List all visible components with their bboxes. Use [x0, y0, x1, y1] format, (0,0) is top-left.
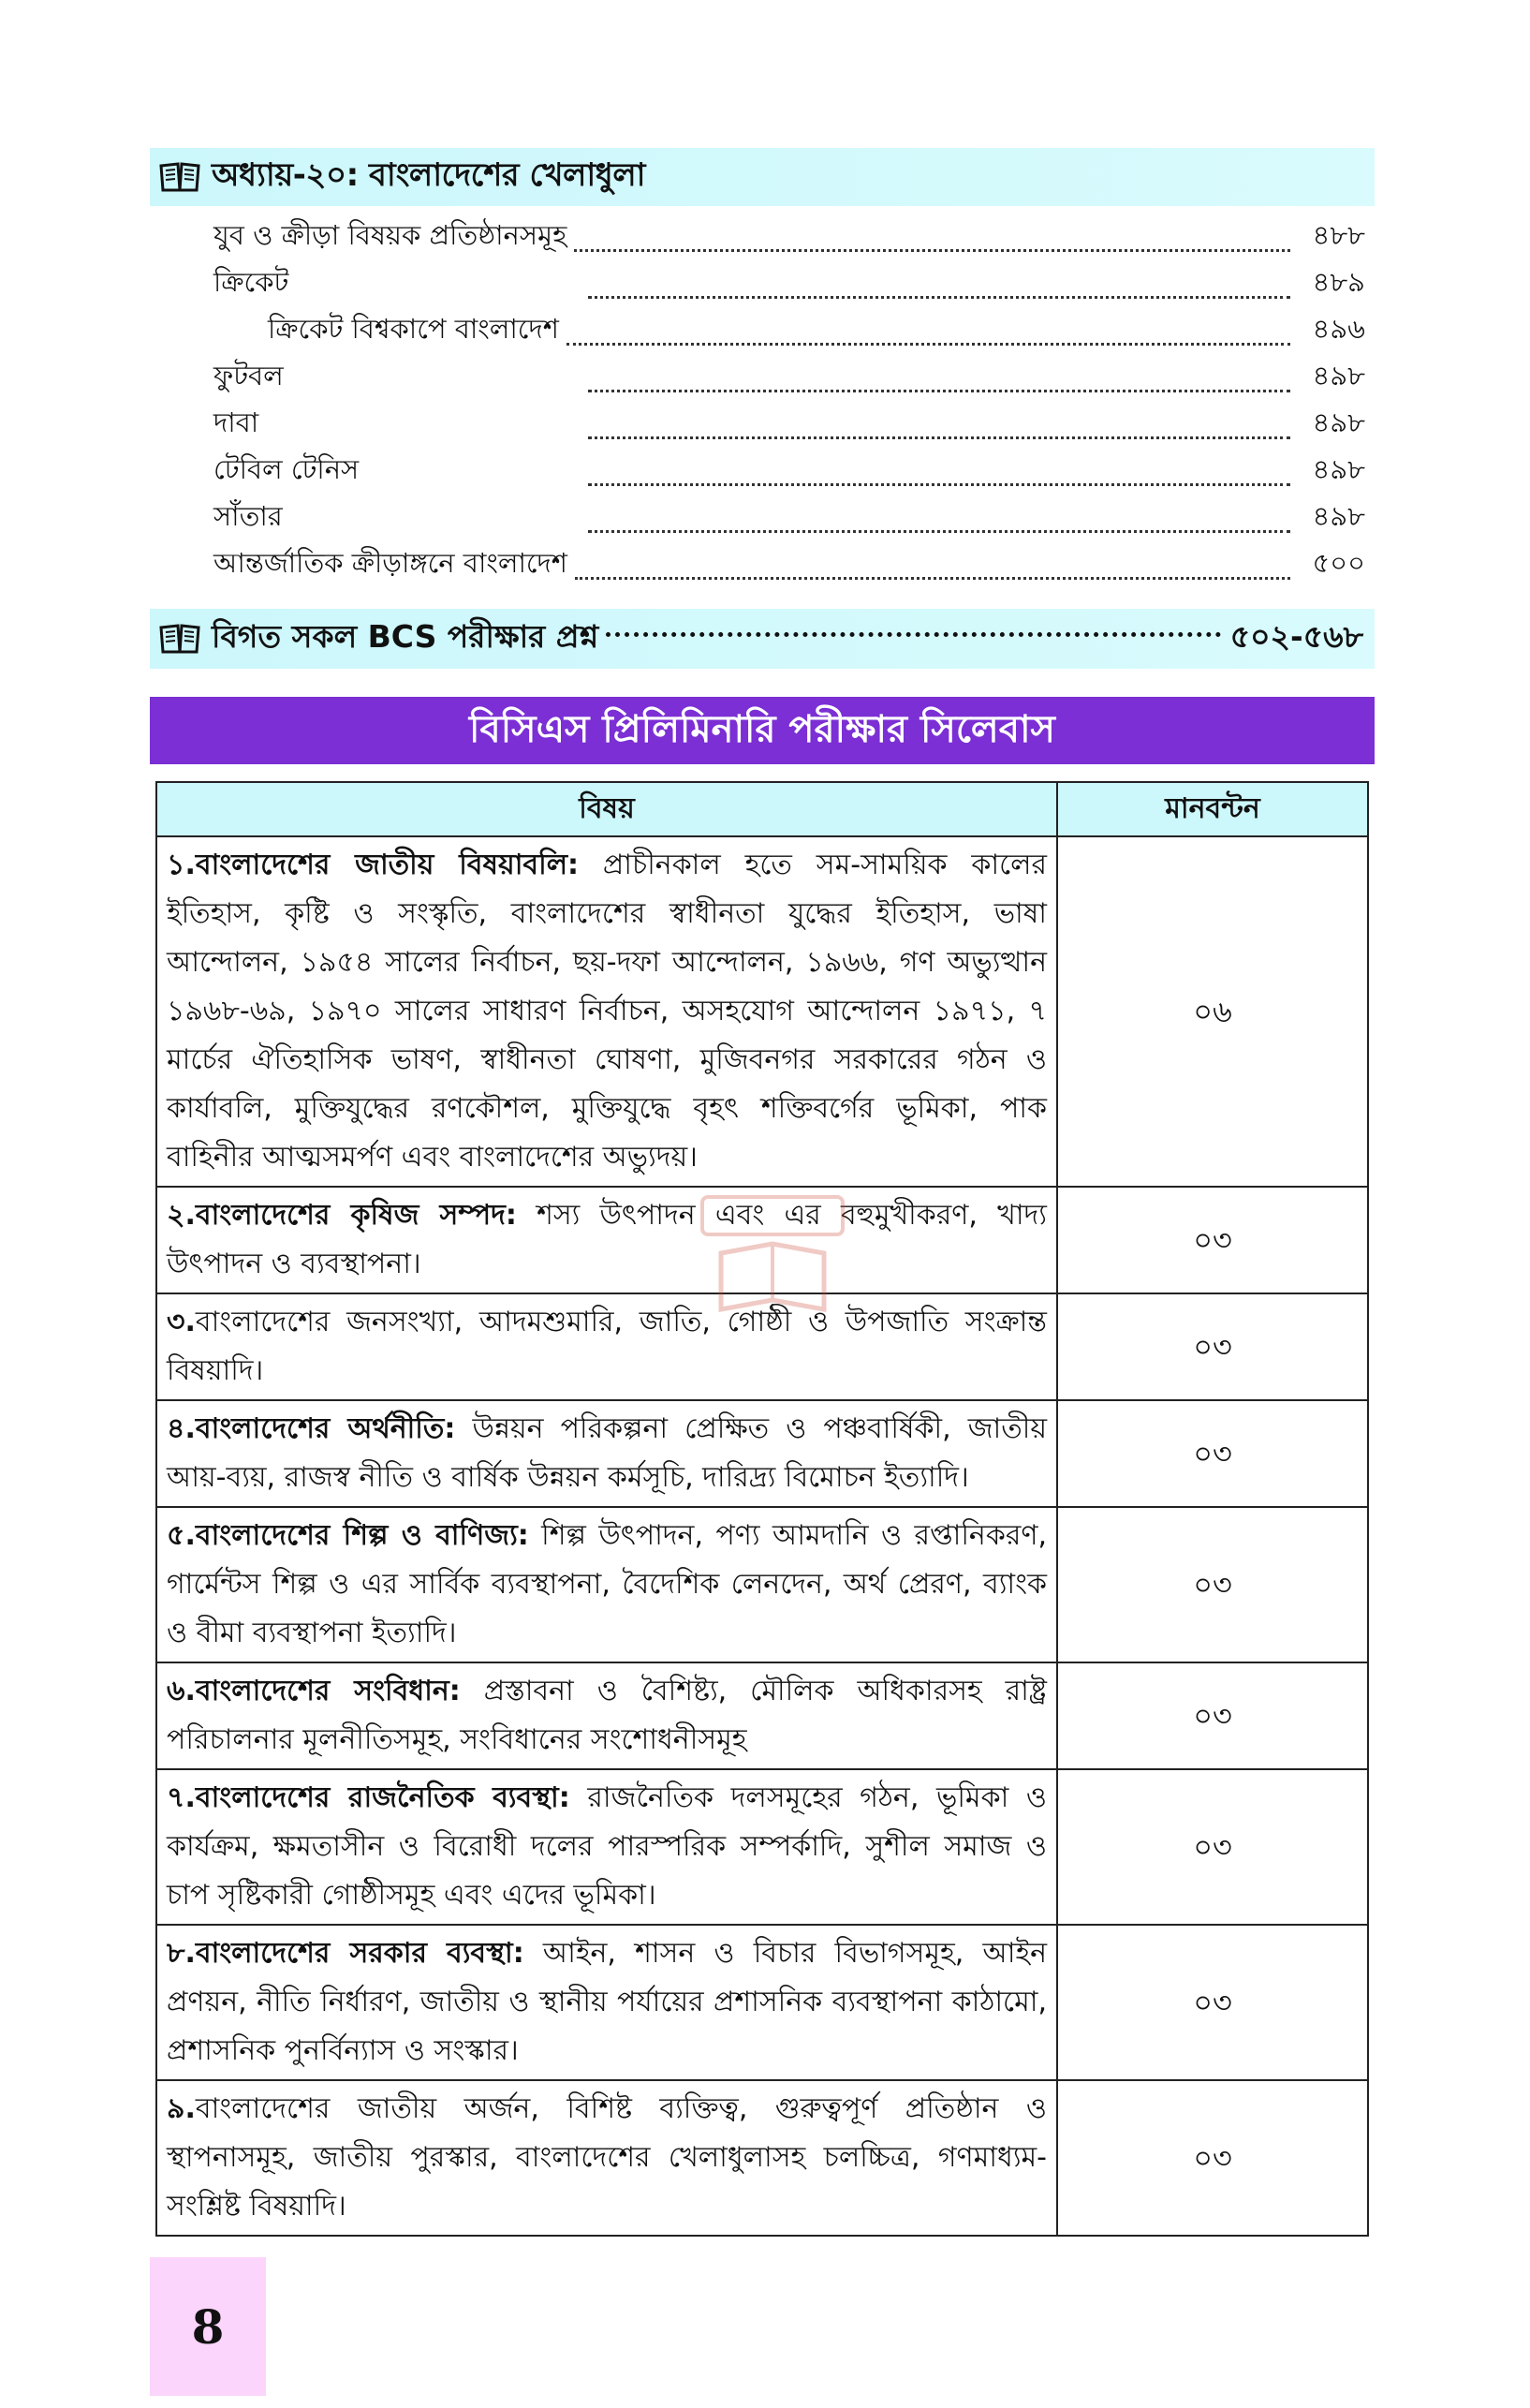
subject-cell — [156, 1400, 1057, 1507]
marks-cell: ০৬ — [1057, 836, 1368, 1187]
toc-entry[interactable] — [268, 307, 1365, 354]
toc-page: ৫০০ — [1312, 547, 1365, 579]
row-heading: বাংলাদেশের সরকার ব্যবস্থা: — [195, 1937, 524, 1970]
table-row — [156, 1293, 1368, 1400]
toc-entry[interactable] — [213, 541, 1365, 588]
marks-cell: ০৩ — [1057, 1507, 1368, 1662]
dot-leader — [574, 248, 1290, 252]
subject-cell — [156, 1293, 1057, 1400]
row-number: ২. — [167, 1199, 196, 1232]
toc-page: ৪৮৮ — [1312, 219, 1365, 251]
toc-entry[interactable] — [213, 354, 1365, 401]
dot-leader — [588, 295, 1290, 299]
dot-leader — [566, 342, 1290, 346]
syllabus-table — [155, 781, 1369, 2237]
syllabus-title: বিসিএস প্রিলিমিনারি পরীক্ষার সিলেবাস — [150, 697, 1375, 764]
row-heading: বাংলাদেশের সংবিধান: — [195, 1675, 461, 1707]
toc-page: ৪৯৮ — [1312, 453, 1365, 485]
dot-leader — [575, 576, 1290, 580]
page-number: 8 — [150, 2257, 266, 2396]
toc-label: দাবা — [213, 406, 259, 438]
chapter-header — [150, 148, 1375, 206]
row-number: ৪. — [167, 1412, 196, 1445]
toc-label: টেবিল টেনিস — [213, 453, 360, 485]
row-text: উন্নয়ন পরিকল্পনা প্রেক্ষিত ও পঞ্চবার্ষিকী, জাতীয় আয়-ব্যয়, রাজস্ব নীতি ও বার্ষিক উন্নয়ন কর্মসূচি, দারিদ্র্য বিমোচন ইত্যাদি। — [167, 1412, 1047, 1494]
toc-entry[interactable] — [213, 260, 1365, 307]
row-text: শিল্প উৎপাদন, পণ্য আমদানি ও রপ্তানিকরণ, গার্মেন্টস শিল্প ও এর সার্বিক ব্যবস্থাপনা, বৈদেশিক লেনদেন, অর্থ প্রেরণ, ব্যাংক ও বীমা ব্যবস্থাপনা ইত্যাদি। — [167, 1519, 1047, 1649]
subject-cell — [156, 1769, 1057, 1925]
marks-cell: ০৩ — [1057, 1662, 1368, 1769]
row-text: শস্য উৎপাদন এবং এর বহুমুখীকরণ, খাদ্য উৎপাদন ও ব্যবস্থাপনা। — [167, 1199, 1047, 1280]
marks-cell: ০৩ — [1057, 1187, 1368, 1293]
marks-column-header: মানবন্টন — [1057, 782, 1368, 836]
toc-entry[interactable] — [213, 214, 1365, 260]
marks-cell: ০৩ — [1057, 1769, 1368, 1925]
toc-label: যুব ও ক্রীড়া বিষয়ক প্রতিষ্ঠানসমূহ — [213, 219, 567, 251]
chapter-title: অধ্যায়-২০: বাংলাদেশের খেলাধুলা — [212, 155, 646, 194]
marks-cell: ০৩ — [1057, 1400, 1368, 1507]
toc-label: আন্তর্জাতিক ক্রীড়াঙ্গনে বাংলাদেশ — [213, 547, 567, 579]
toc-label: ক্রিকেট — [213, 266, 289, 298]
table-row — [156, 1400, 1368, 1507]
row-number: ৩. — [167, 1306, 196, 1338]
marks-cell: ০৩ — [1057, 1293, 1368, 1400]
row-number: ৬. — [167, 1675, 196, 1707]
toc-page: ৪৯৮ — [1312, 360, 1365, 391]
table-row — [156, 1769, 1368, 1925]
row-heading: বাংলাদেশের শিল্প ও বাণিজ্য: — [195, 1519, 529, 1552]
row-text: প্রস্তাবনা ও বৈশিষ্ট্য, মৌলিক অধিকারসহ রাষ্ট্র পরিচালনার মূলনীতিসমূহ, সংবিধানের সংশোধনীসমূহ — [167, 1675, 1047, 1756]
row-text: রাজনৈতিক দলসমূহের গঠন, ভূমিকা ও কার্যক্রম, ক্ষমতাসীন ও বিরোধী দলের পারস্পরিক সম্পর্কাদি, সুশীল সমাজ ও চাপ সৃষ্টিকারী গোষ্ঠীসমূহ এবং এদের ভূমিকা। — [167, 1781, 1047, 1912]
toc-label: সাঁতার — [213, 500, 283, 532]
toc-label: ক্রিকেট বিশ্বকাপে বাংলাদেশ — [268, 313, 559, 345]
row-text: বাংলাদেশের জাতীয় অর্জন, বিশিষ্ট ব্যক্তিত্ব, গুরুত্বপূর্ণ প্রতিষ্ঠান ও স্থাপনাসমূহ, জাতীয় পুরস্কার, বাংলাদেশের খেলাধুলাসহ চলচ্চিত্র, গণমাধ্যম-সংশ্লিষ্ট বিষয়াদি। — [167, 2092, 1047, 2223]
row-number: ৫. — [167, 1519, 196, 1552]
toc-page: ৪৯৮ — [1312, 406, 1365, 438]
subject-column-header: বিষয় — [156, 782, 1057, 836]
table-row — [156, 1925, 1368, 2080]
table-row — [156, 1662, 1368, 1769]
dot-leader — [606, 631, 1220, 637]
row-text: বাংলাদেশের জনসংখ্যা, আদমশুমারি, জাতি, গোষ্ঠী ও উপজাতি সংক্রান্ত বিষয়াদি। — [167, 1306, 1047, 1387]
dot-leader — [588, 436, 1290, 439]
row-number: ৮. — [167, 1937, 196, 1970]
open-book-icon — [159, 622, 200, 656]
toc-page: ৪৯৬ — [1312, 313, 1365, 345]
row-heading: বাংলাদেশের জাতীয় বিষয়াবলি: — [195, 849, 580, 881]
table-row — [156, 836, 1368, 1187]
bcs-questions-entry[interactable] — [150, 609, 1375, 669]
row-heading: বাংলাদেশের অর্থনীতি: — [195, 1412, 456, 1445]
subject-cell — [156, 1662, 1057, 1769]
dot-leader — [588, 389, 1290, 392]
toc-page: ৪৮৯ — [1312, 266, 1365, 298]
toc-entry[interactable] — [213, 401, 1365, 448]
dot-leader — [588, 529, 1290, 533]
subject-cell — [156, 1925, 1057, 2080]
subject-cell — [156, 1187, 1057, 1293]
table-row — [156, 1507, 1368, 1662]
table-row — [156, 2080, 1368, 2236]
bcs-questions-label: বিগত সকল BCS পরীক্ষার প্রশ্ন — [212, 618, 599, 655]
row-number: ৭. — [167, 1781, 196, 1814]
subject-cell — [156, 1507, 1057, 1662]
bcs-questions-pages: ৫০২-৫৬৮ — [1229, 618, 1363, 655]
dot-leader — [588, 482, 1290, 486]
row-heading: বাংলাদেশের রাজনৈতিক ব্যবস্থা: — [195, 1781, 570, 1814]
row-number: ১. — [167, 849, 196, 881]
marks-cell: ০৩ — [1057, 2080, 1368, 2236]
row-heading: বাংলাদেশের কৃষিজ সম্পদ: — [195, 1199, 517, 1232]
toc-entry[interactable] — [213, 495, 1365, 541]
toc-label: ফুটবল — [213, 360, 284, 391]
table-header-row — [156, 782, 1368, 836]
subject-cell — [156, 2080, 1057, 2236]
open-book-icon — [159, 160, 200, 194]
subject-cell — [156, 836, 1057, 1187]
toc-entry[interactable] — [213, 448, 1365, 495]
marks-cell: ০৩ — [1057, 1925, 1368, 2080]
toc-page: ৪৯৮ — [1312, 500, 1365, 532]
row-text: আইন, শাসন ও বিচার বিভাগসমূহ, আইন প্রণয়ন, নীতি নির্ধারণ, জাতীয় ও স্থানীয় পর্যায়ের প্রশাসনিক ব্যবস্থাপনা কাঠামো, প্রশাসনিক পুনর্বিন্যাস ও সংস্কার। — [167, 1937, 1047, 2067]
table-row — [156, 1187, 1368, 1293]
row-text: প্রাচীনকাল হতে সম-সাময়িক কালের ইতিহাস, কৃষ্টি ও সংস্কৃতি, বাংলাদেশের স্বাধীনতা যুদ্ধের ইতিহাস, ভাষা আন্দোলন, ১৯৫৪ সালের নির্বাচন, ছয়-দফা আন্দোলন, ১৯৬৬, গণ অভ্যুত্থান ১৯৬৮-৬৯, ১৯৭০ সালের সাধারণ নির্বাচন, অসহযোগ আন্দোলন ১৯৭১, ৭ মার্চের ঐতিহাসিক ভাষণ, স্বাধীনতা ঘোষণা, মুজিবনগর সরকারের গঠন ও কার্যাবলি, মুক্তিযুদ্ধের রণকৌশল, মুক্তিযুদ্ধে বৃহৎ শক্তিবর্গের ভূমিকা, পাক বাহিনীর আত্মসমর্পণ এবং বাংলাদেশের অভ্যুদয়। — [167, 849, 1047, 1174]
row-number: ৯. — [167, 2092, 196, 2125]
